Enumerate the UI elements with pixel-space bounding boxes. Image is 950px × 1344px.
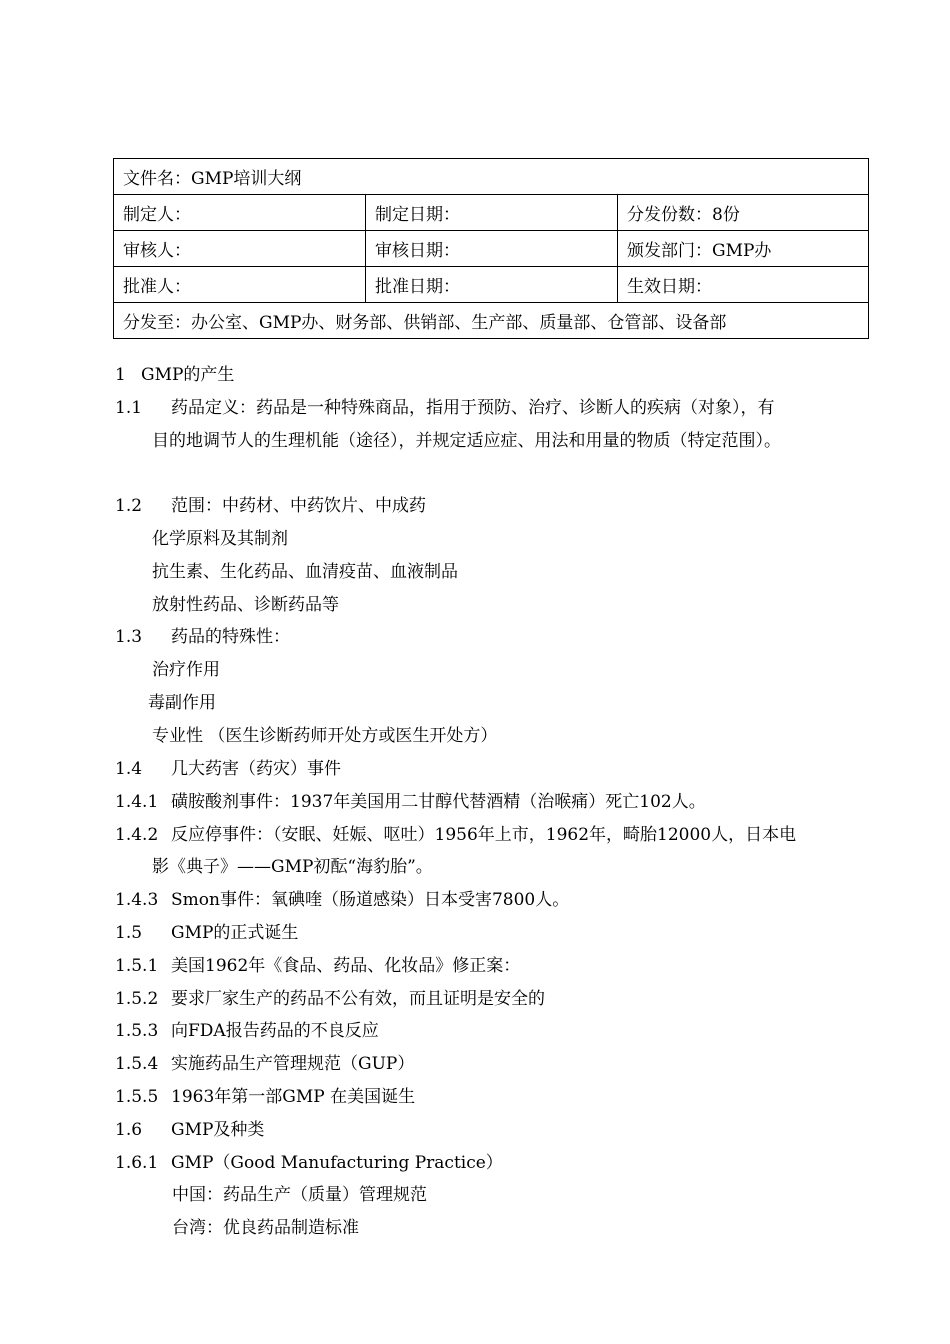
list-item <box>152 529 288 549</box>
list-item-text: 台湾：优良药品制造标准 <box>172 1218 359 1238</box>
section-number: 1.5 <box>115 923 143 943</box>
section-heading <box>115 1153 503 1173</box>
section-number: 1.5.3 <box>115 1021 159 1041</box>
section-heading <box>115 825 796 845</box>
effective-date-cell: 生效日期： <box>618 267 869 303</box>
section-heading <box>115 956 520 976</box>
section-heading <box>115 989 545 1009</box>
section-text: GMP（Good Manufacturing Practice） <box>171 1153 503 1173</box>
section-heading <box>115 759 341 779</box>
section-number: 1.5.1 <box>115 956 159 976</box>
list-item <box>172 1185 427 1205</box>
section-number: 1.4 <box>115 759 143 779</box>
section-text: 要求厂家生产的药品不公有效，而且证明是安全的 <box>171 989 545 1009</box>
section-text: Smon事件：氧碘喹（肠道感染）日本受害7800人。 <box>171 890 570 910</box>
section-text: 范围：中药材、中药饮片、中成药 <box>171 496 426 516</box>
section-number: 1.1 <box>115 398 143 418</box>
list-item <box>152 726 497 746</box>
table-row <box>114 267 869 303</box>
list-item-text: 放射性药品、诊断药品等 <box>152 595 339 615</box>
approver-cell: 批准人： <box>114 267 366 303</box>
list-item <box>152 595 339 615</box>
section-number: 1.2 <box>115 496 143 516</box>
author-cell: 制定人： <box>114 195 366 231</box>
section-number: 1.3 <box>115 627 143 647</box>
approval-date-cell: 批准日期： <box>366 267 618 303</box>
section-heading <box>115 496 426 516</box>
distribution-cell: 分发至：办公室、GMP办、财务部、供销部、生产部、质量部、仓管部、设备部 <box>114 303 869 339</box>
issuing-dept-cell: 颁发部门：GMP办 <box>618 231 869 267</box>
list-item-text: 专业性 （医生诊断药师开处方或医生开处方） <box>152 726 498 746</box>
paragraph-text: 影《典子》——GMP初酝“海豹胎”。 <box>152 857 433 877</box>
section-text: GMP的正式诞生 <box>171 923 299 943</box>
list-item-text: 毒副作用 <box>148 693 216 713</box>
author-date-cell: 制定日期： <box>366 195 618 231</box>
file-name-row <box>114 159 869 195</box>
list-item <box>152 660 220 680</box>
section-text: 几大药害（药灾）事件 <box>171 759 341 779</box>
reviewer-cell: 审核人： <box>114 231 366 267</box>
paragraph-text: 目的地调节人的生理机能（途径），并规定适应症、用法和用量的物质（特定范围）。 <box>152 431 781 451</box>
list-item-text: 中国：药品生产（质量）管理规范 <box>172 1185 427 1205</box>
section-number: 1.4.1 <box>115 792 159 812</box>
table-row <box>114 231 869 267</box>
section-number: 1.5.5 <box>115 1087 159 1107</box>
section-number: 1.4.2 <box>115 825 159 845</box>
section-heading <box>115 1087 415 1107</box>
section-heading <box>115 1021 379 1041</box>
section-text: GMP的产生 <box>141 365 235 385</box>
section-text: 反应停事件：（安眠、妊娠、呕吐）1956年上市，1962年，畸胎12000人，日本电 <box>171 825 797 845</box>
section-heading <box>115 365 234 385</box>
section-number: 1.6 <box>115 1120 143 1140</box>
copies-cell: 分发份数：8份 <box>618 195 869 231</box>
section-number: 1.6.1 <box>115 1153 159 1173</box>
section-text: 向FDA报告药品的不良反应 <box>171 1021 379 1041</box>
list-item <box>172 1218 359 1238</box>
section-number: 1 <box>115 365 126 385</box>
distribution-row <box>114 303 869 339</box>
section-number: 1.5.4 <box>115 1054 159 1074</box>
list-item-text: 治疗作用 <box>152 660 220 680</box>
list-item <box>152 562 458 582</box>
list-item-text: 化学原料及其制剂 <box>152 529 288 549</box>
review-date-cell: 审核日期： <box>366 231 618 267</box>
section-number: 1.4.3 <box>115 890 159 910</box>
section-text: 1963年第一部GMP 在美国诞生 <box>171 1087 416 1107</box>
section-heading <box>115 1120 264 1140</box>
table-row <box>114 195 869 231</box>
list-item <box>148 693 216 713</box>
file-name-cell: 文件名：GMP培训大纲 <box>114 159 869 195</box>
section-text: 磺胺酸剂事件：1937年美国用二甘醇代替酒精（治喉痛）死亡102人。 <box>171 792 706 812</box>
section-text: GMP及种类 <box>171 1120 265 1140</box>
section-heading <box>115 627 290 647</box>
list-item-text: 抗生素、生化药品、血清疫苗、血液制品 <box>152 562 458 582</box>
section-text: 美国1962年《食品、药品、化妆品》修正案： <box>171 956 521 976</box>
section-number: 1.5.2 <box>115 989 159 1009</box>
section-heading <box>115 923 298 943</box>
paragraph-line <box>152 857 433 877</box>
paragraph-line <box>152 431 781 451</box>
section-heading <box>115 890 569 910</box>
section-text: 实施药品生产管理规范（GUP） <box>171 1054 415 1074</box>
section-text: 药品定义：药品是一种特殊商品，指用于预防、治疗、诊断人的疾病（对象），有 <box>171 398 775 418</box>
section-text: 药品的特殊性： <box>171 627 290 647</box>
section-heading <box>115 792 706 812</box>
section-heading <box>115 1054 414 1074</box>
section-heading <box>115 398 775 418</box>
header-table <box>113 158 869 339</box>
